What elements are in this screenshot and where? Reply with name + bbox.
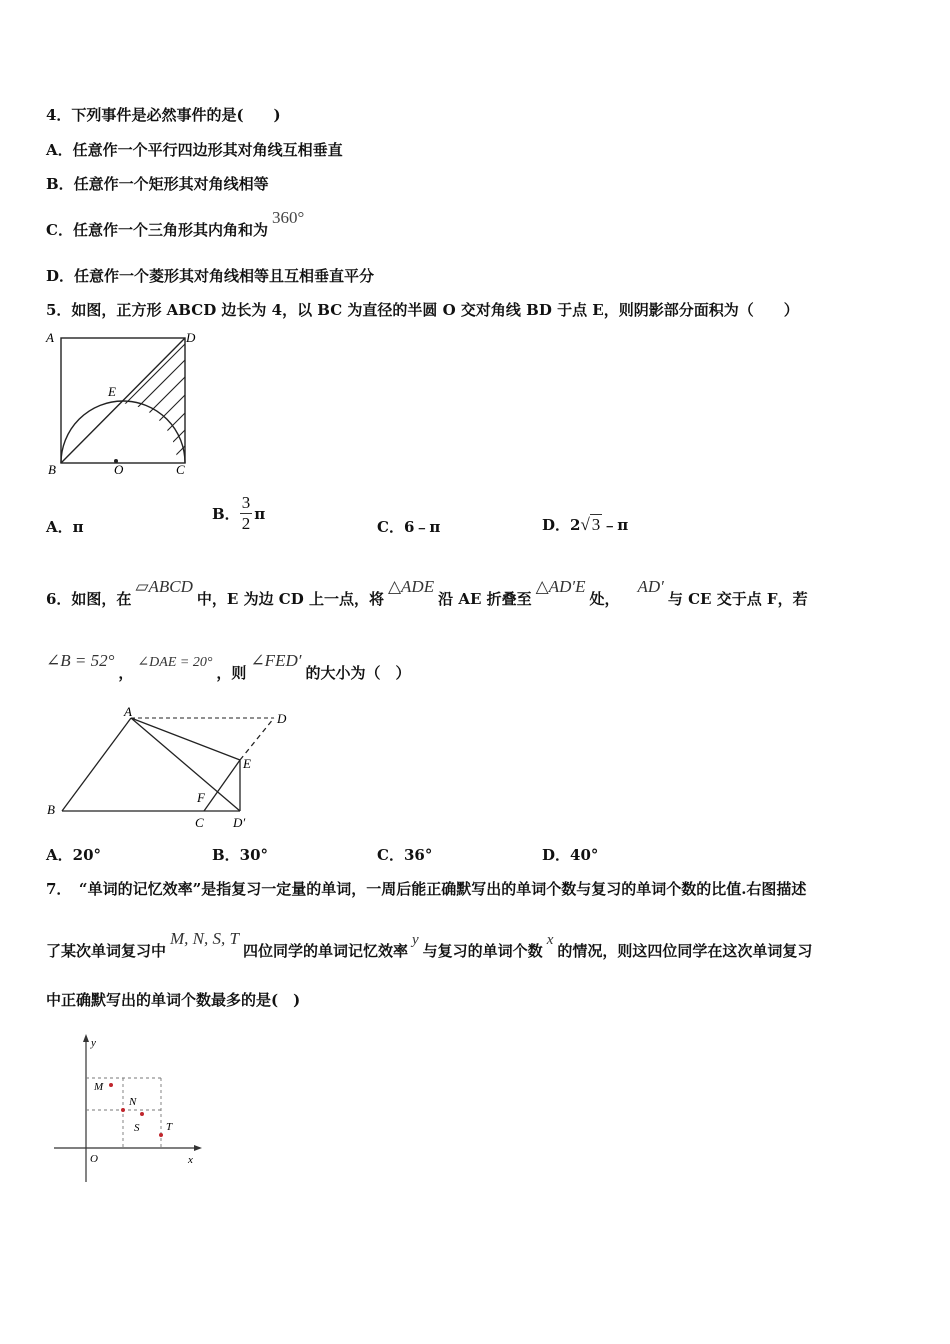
q5-label-a: A <box>46 330 54 345</box>
q7-label-s: S <box>134 1122 140 1134</box>
q6-math-parallelogram: ▱ABCD <box>135 577 193 596</box>
q7-text-1: 了某次单词复习中 <box>46 942 167 960</box>
q6-text-7: ，则 <box>216 664 247 682</box>
q5-shading <box>121 334 204 456</box>
q5-figure <box>44 328 204 480</box>
q5-label-d: D <box>186 330 196 345</box>
q5-label-e: E <box>108 384 116 399</box>
q6-option-b: B．30° <box>212 846 269 864</box>
q4-option-d: D．任意作一个菱形其对角线相等且互相垂直平分 <box>46 267 375 285</box>
q7-label-x: x <box>188 1154 193 1166</box>
q6-stem-line1 <box>46 577 808 609</box>
q6-math-adp: AD′ <box>637 577 664 596</box>
q5-stem: 5．如图，正方形 ABCD 边长为 4，以 BC 为直径的半圆 O 交对角线 BD 于点 E，则阴影部分面积为（ ） <box>46 301 799 319</box>
q7-figure <box>50 1032 210 1187</box>
q6-label-b: B <box>47 802 55 817</box>
q5-label-b: B <box>48 462 56 477</box>
q7-label-y: y <box>91 1037 96 1049</box>
q6-text-6: ， <box>118 664 134 682</box>
q6-math-angle-b: ∠B = 52° <box>46 651 115 670</box>
q5-option-b-fraction <box>240 493 253 534</box>
q7-label-m: M <box>94 1081 104 1093</box>
q7-line2 <box>46 929 813 961</box>
q6-text-5: 与 CE 交于点 F，若 <box>667 590 808 608</box>
q4-option-a: A．任意作一个平行四边形其对角线互相垂直 <box>46 141 343 159</box>
q4-option-c-text: C．任意作一个三角形其内角和为 <box>46 221 268 239</box>
q5-option-c: C．6﹣π <box>377 518 441 536</box>
q6-label-e: E <box>243 756 251 771</box>
q7-label-o: O <box>90 1153 98 1165</box>
q5-option-d-sqrt: √ 3 <box>580 515 601 534</box>
q7-line3: 中正确默写出的单词个数最多的是( ) <box>46 991 301 1009</box>
q6-math-triangle-adpe: △AD′E <box>535 577 586 596</box>
q6-figure <box>44 704 304 834</box>
q6-text-8: 的大小为（ ） <box>305 664 411 682</box>
q6-option-c: C．36° <box>377 846 433 864</box>
q4-option-c <box>46 208 305 240</box>
q6-stem-line2 <box>46 651 411 683</box>
q5-fraction-den: 2 <box>241 514 251 533</box>
q7-point-m <box>109 1083 113 1087</box>
q6-text-3: 沿 AE 折叠至 <box>438 590 532 608</box>
q6-label-a: A <box>124 704 132 719</box>
q5-option-b <box>212 493 265 534</box>
q6-math-angle-fed: ∠FED′ <box>250 651 302 670</box>
q7-point-s <box>140 1112 144 1116</box>
q5-option-d-coef: D．2 <box>542 516 581 534</box>
q5-option-b-letter: B． <box>212 504 240 523</box>
q7-text-3: 与复习的单词个数 <box>422 942 543 960</box>
q7-label-t: T <box>166 1121 173 1133</box>
q7-line1: 7． “单词的记忆效率”是指复习一定量的单词，一周后能正确默写出的单词个数与复习的单词个数的比值.右图描述 <box>46 880 807 898</box>
q7-label-n: N <box>129 1096 137 1108</box>
q6-label-c: C <box>195 815 204 830</box>
q7-text-2: 四位同学的单词记忆效率 <box>242 942 408 960</box>
q6-option-d: D．40° <box>542 846 599 864</box>
q5-semicircle <box>61 401 185 463</box>
q6-label-d: D <box>277 711 287 726</box>
q4-option-b: B．任意作一个矩形其对角线相等 <box>46 175 269 193</box>
q7-point-t <box>159 1133 163 1137</box>
q5-label-o: O <box>114 462 124 477</box>
q5-label-c: C <box>176 462 185 477</box>
q7-text-4: 的情况，则这四位同学在这次单词复习 <box>557 942 813 960</box>
q7-math-y: y <box>412 932 419 948</box>
q4-stem: 4．下列事件是必然事件的是( ) <box>46 106 281 124</box>
q6-label-dprime: D′ <box>233 815 246 830</box>
q5-diagonal-bd <box>61 338 185 463</box>
q7-math-x: x <box>546 932 554 948</box>
q6-option-a: A．20° <box>46 846 102 864</box>
q6-text-4: 处， <box>589 590 620 608</box>
q6-text-1: 6．如图，在 <box>46 590 132 608</box>
q5-option-d-tail: ﹣π <box>602 516 629 534</box>
q6-math-triangle-ade: △ADE <box>387 577 435 596</box>
q4-option-c-math: 360° <box>271 208 305 227</box>
q5-option-a: A．π <box>46 518 84 536</box>
q6-math-angle-dae: ∠DAE = 20° <box>137 655 213 670</box>
q5-option-d-radicand: 3 <box>591 515 601 534</box>
q7-math-students: M, N, S, T <box>170 929 239 948</box>
q5-option-d <box>542 514 628 535</box>
q6-text-2: 中，E 为边 CD 上一点，将 <box>196 590 384 608</box>
q5-fraction-num: 3 <box>241 493 251 512</box>
q7-point-n <box>121 1108 125 1112</box>
q5-option-b-pi: π <box>254 504 266 523</box>
q6-label-f: F <box>197 790 205 805</box>
